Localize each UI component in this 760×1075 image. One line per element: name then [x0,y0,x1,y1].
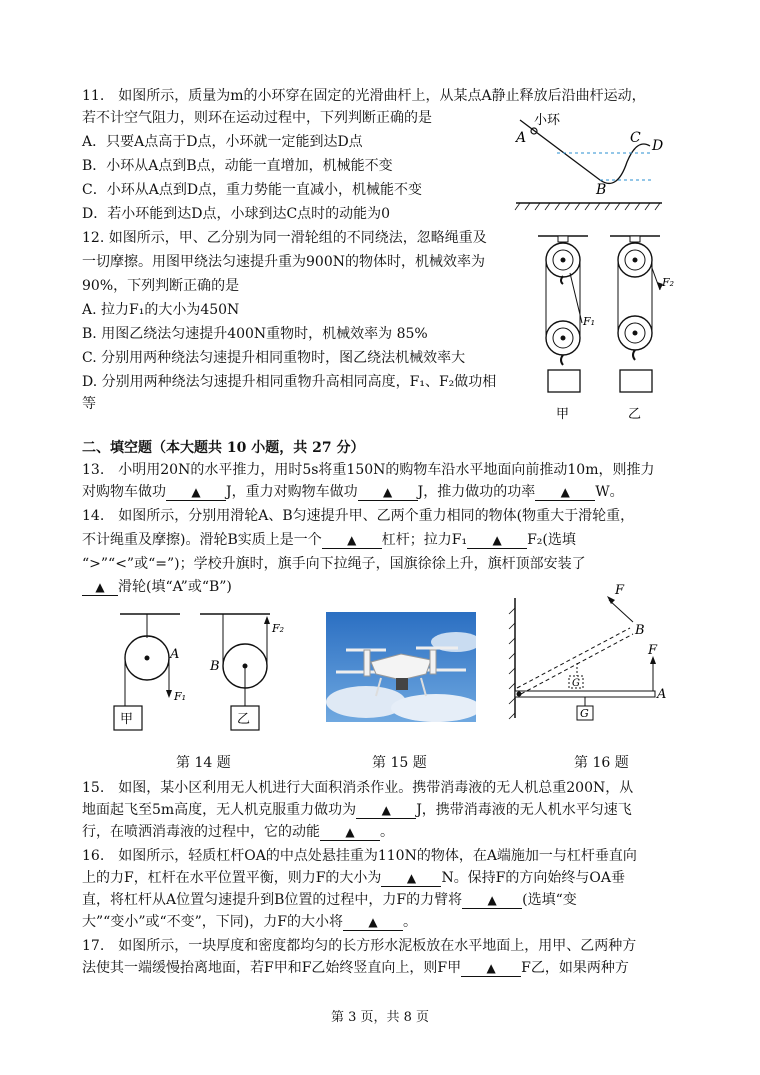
answer-blank[interactable]: ▲ [356,802,416,819]
answer-blank[interactable]: ▲ [461,960,521,977]
answer-blank[interactable]: ▲ [322,532,382,549]
answer-blank[interactable]: ▲ [82,579,118,596]
q11-label-d: D [652,138,664,154]
q15-line1: 15. 如图，某小区利用无人机进行大面积消杀作业。携带消毒液的无人机总重200N，从 [82,780,634,796]
q16-figure-lever [505,578,680,728]
answer-blank[interactable]: ▲ [358,484,418,501]
q11-option-b: B．小环从A点到B点，动能一直增加，机械能不变 [82,158,393,174]
q12-option-b: B. 用图乙绕法匀速提升400N重物时，机械效率为 85% [82,326,428,342]
q11-ring-label: 小环 [534,113,561,128]
q14-label-jia: 甲 [120,712,134,727]
q12-label-f2: F₂ [662,276,675,289]
answer-blank[interactable]: ▲ [343,914,403,931]
answer-blank[interactable]: ▲ [462,892,522,909]
q11-figure-curved-rod [512,110,672,215]
q11-stem-line1: 11. 如图所示，质量为m的小环穿在固定的光滑曲杆上，从某点A静止释放后沿曲杆运动， [82,88,646,104]
q12-label-jia: 甲 [556,407,570,422]
section-title-fill-in: 二、填空题（本大题共 10 小题，共 27 分） [82,440,365,456]
q14-line2: 不计绳重及摩擦)。滑轮B实质上是一个 ▲ 杠杆；拉力F₁ ▲ F₂(选填 [82,532,576,548]
q11-label-c: C [630,130,641,146]
q15-line2: 地面起飞至5m高度，无人机克服重力做功为 ▲ J，携带消毒液的无人机水平匀速飞 [82,802,632,818]
q16-label-g-dashed: G [572,678,580,689]
q12-option-c: C. 分别用两种绕法匀速提升相同重物时，图乙绕法机械效率大 [82,350,466,366]
q11-option-a: A．只要A点高于D点，小环就一定能到达D点 [82,134,363,150]
q12-stem-line3: 90%，下列判断正确的是 [82,278,240,294]
q12-stem-line1: 12. 如图所示，甲、乙分别为同一滑轮组的不同绕法，忽略绳重及 [82,230,487,246]
answer-blank[interactable]: ▲ [467,532,527,549]
q14-label-f1: F₁ [174,690,187,703]
q16-label-f-top: F [615,583,625,598]
q12-option-d-cont: 等 [82,396,96,412]
q14-line3: “>”“<”或“=”)；学校升旗时，旗手向下拉绳子，国旗徐徐上升，旗杆顶部安装了 [82,556,586,572]
q16-line1: 16. 如图所示，轻质杠杆OA的中点处悬挂重为110N的物体，在A端施加一与杠杆垂直向 [82,848,637,864]
q14-line4: ▲ 滑轮(填“A”或“B”) [82,577,232,597]
q13-line2: 对购物车做功 ▲ J，重力对购物车做功 ▲ J，推力做功的功率 ▲ W。 [82,484,624,500]
answer-blank[interactable]: ▲ [535,484,595,501]
q11-label-a: A [516,130,527,146]
q16-label-f-right: F [648,643,658,658]
page-footer: 第 3 页，共 8 页 [330,1010,430,1025]
q17-line1: 17. 如图所示，一块厚度和密度都均匀的长方形水泥板放在水平地面上，用甲、乙两种方 [82,938,637,954]
q11-option-d: D．若小环能到达D点，小球到达C点时的动能为0 [82,206,391,222]
q11-label-b: B [596,182,607,198]
q11-stem-line2: 若不计空气阻力，则环在运动过程中，下列判断正确的是 [82,110,432,126]
q16-line3: 直，将杠杆从A位置匀速提升到B位置的过程中，力F的力臂将 ▲ (选填“变 [82,892,577,908]
q14-label-f2: F₂ [272,622,285,635]
q14-figure-pulleys [110,608,300,738]
q14-label-a: A [170,647,180,662]
q12-option-d: D. 分别用两种绕法匀速提升相同重物升高相同高度，F₁、F₂做功相 [82,374,497,390]
q14-line1: 14. 如图所示，分别用滑轮A、B匀速提升甲、乙两个重力相同的物体(物重大于滑轮重， [82,508,635,524]
caption-q14: 第 14 题 [176,755,231,771]
q15-line3: 行，在喷洒消毒液的过程中，它的动能 ▲ 。 [82,824,394,840]
q12-label-yi: 乙 [628,407,642,422]
q16-label-g: G [580,707,589,720]
q17-line2: 法使其一端缓慢抬离地面，若F甲和F乙始终竖直向上，则F甲 ▲ F乙，如果两种方 [82,960,629,976]
answer-blank[interactable]: ▲ [166,484,226,501]
q16-label-a: A [657,687,667,702]
q12-figure-pulley-systems [530,228,690,423]
q12-stem-line2: 一切摩擦。用图甲绕法匀速提升重为900N的物体时，机械效率为 [82,254,485,270]
q16-line4: 大”“变小”或“不变”，下同)，力F的大小将 ▲ 。 [82,914,417,930]
caption-q15: 第 15 题 [372,755,427,771]
q14-label-yi: 乙 [237,712,251,727]
answer-blank[interactable]: ▲ [320,824,380,841]
q11-option-c: C．小环从A点到D点，重力势能一直减小，机械能不变 [82,182,423,198]
answer-blank[interactable]: ▲ [381,870,441,887]
caption-q16: 第 16 题 [574,755,629,771]
q15-drone-photo [326,612,476,722]
q16-label-b: B [635,623,645,638]
q12-label-f1: F₁ [583,315,596,328]
q16-line2: 上的力F，杠杆在水平位置平衡，则力F的大小为 ▲ N。保持F的方向始终与OA垂 [82,870,625,886]
q14-label-b: B [210,659,220,674]
q12-option-a: A. 拉力F₁的大小为450N [82,302,240,318]
q13-line1: 13. 小明用20N的水平推力，用时5s将重150N的购物车沿水平地面向前推动10m，则推力 [82,462,655,478]
